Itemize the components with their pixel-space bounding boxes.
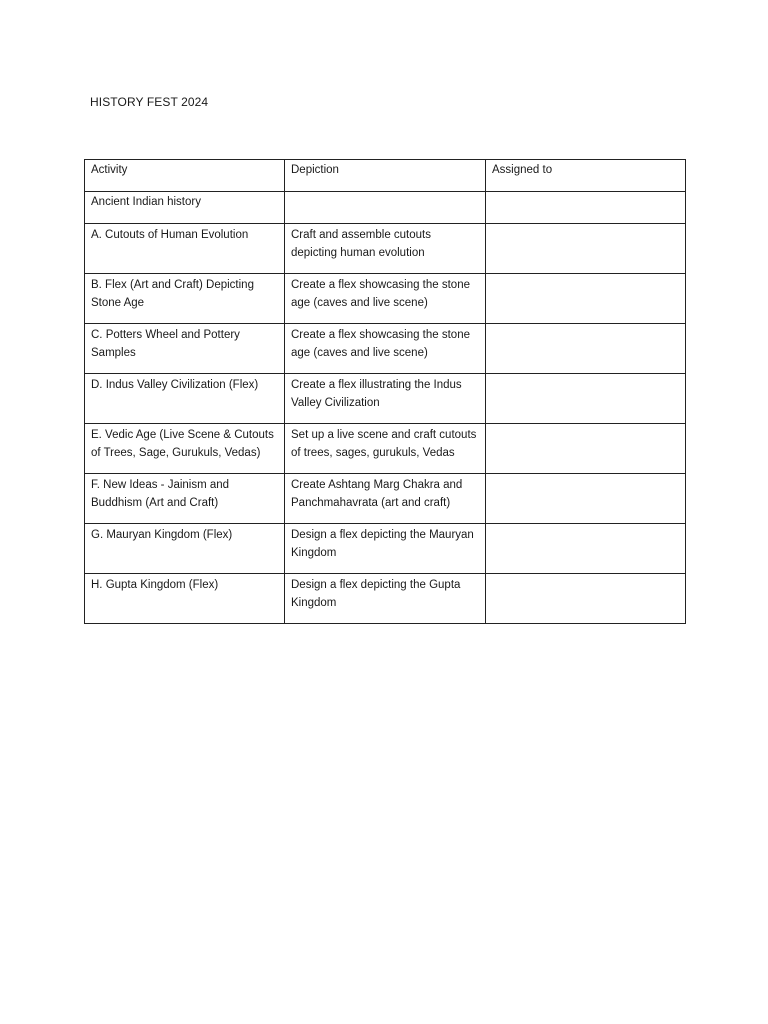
depiction-cell: Craft and assemble cutouts depicting human evolution (285, 224, 486, 274)
assigned-cell (486, 424, 686, 474)
assigned-cell (486, 274, 686, 324)
assigned-cell (486, 224, 686, 274)
header-assigned-to: Assigned to (486, 160, 686, 192)
activity-table (84, 159, 686, 624)
assigned-cell (486, 324, 686, 374)
activity-cell: A. Cutouts of Human Evolution (85, 224, 285, 274)
depiction-cell: Create a flex showcasing the stone age (caves and live scene) (285, 324, 486, 374)
depiction-cell: Create Ashtang Marg Chakra and Panchmahavrata (art and craft) (285, 474, 486, 524)
table-row (85, 274, 686, 324)
depiction-cell: Create a flex showcasing the stone age (caves and live scene) (285, 274, 486, 324)
header-depiction: Depiction (285, 160, 486, 192)
table-row (85, 474, 686, 524)
activity-cell: B. Flex (Art and Craft) Depicting Stone Age (85, 274, 285, 324)
depiction-cell: Design a flex depicting the Gupta Kingdom (285, 574, 486, 624)
table-row (85, 374, 686, 424)
depiction-cell: Set up a live scene and craft cutouts of trees, sages, gurukuls, Vedas (285, 424, 486, 474)
activity-cell: F. New Ideas - Jainism and Buddhism (Art and Craft) (85, 474, 285, 524)
section-activity-cell: Ancient Indian history (85, 192, 285, 224)
assigned-cell (486, 474, 686, 524)
activity-cell: G. Mauryan Kingdom (Flex) (85, 524, 285, 574)
table-row (85, 524, 686, 574)
section-row (85, 192, 686, 224)
table-header-row (85, 160, 686, 192)
activity-cell: C. Potters Wheel and Pottery Samples (85, 324, 285, 374)
activity-cell: E. Vedic Age (Live Scene & Cutouts of Trees, Sage, Gurukuls, Vedas) (85, 424, 285, 474)
table-row (85, 424, 686, 474)
assigned-cell (486, 574, 686, 624)
assigned-cell (486, 524, 686, 574)
table-row (85, 574, 686, 624)
document-title: HISTORY FEST 2024 (90, 95, 209, 109)
depiction-cell: Design a flex depicting the Mauryan Kingdom (285, 524, 486, 574)
activity-cell: H. Gupta Kingdom (Flex) (85, 574, 285, 624)
table-row (85, 324, 686, 374)
activity-cell: D. Indus Valley Civilization (Flex) (85, 374, 285, 424)
section-assigned-cell (486, 192, 686, 224)
section-depiction-cell (285, 192, 486, 224)
assigned-cell (486, 374, 686, 424)
table-row (85, 224, 686, 274)
header-activity: Activity (85, 160, 285, 192)
depiction-cell: Create a flex illustrating the Indus Valley Civilization (285, 374, 486, 424)
